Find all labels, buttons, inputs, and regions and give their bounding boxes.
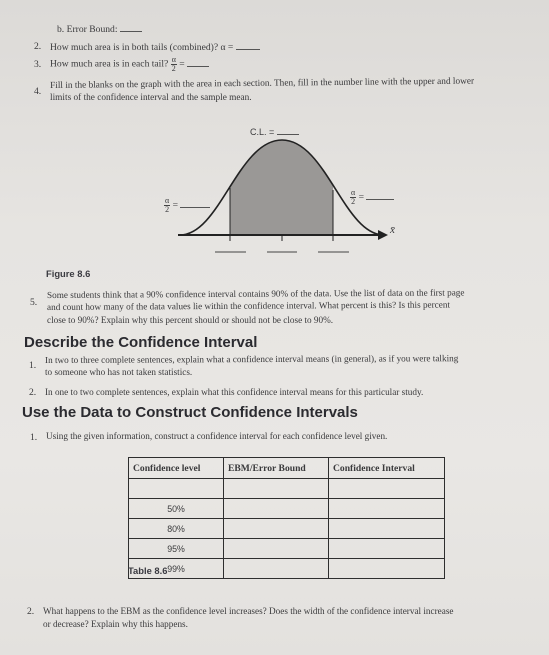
- s2-q1-number: 1.: [30, 432, 38, 443]
- table-row: [129, 559, 445, 579]
- q2-text: How much area is in both tails (combined)? α =: [50, 42, 234, 53]
- table-row: [129, 499, 445, 519]
- table-cell-interval[interactable]: [329, 559, 445, 579]
- frac-denominator: 2: [171, 64, 176, 73]
- q4-number: 4.: [34, 86, 42, 97]
- cl-label: C.L. =: [250, 127, 275, 137]
- frac-numerator: α: [171, 55, 176, 64]
- q5-number: 5.: [30, 297, 38, 308]
- right-tail-equals: =: [358, 191, 365, 203]
- tail-area-blank[interactable]: [187, 58, 209, 67]
- alpha-blank[interactable]: [236, 41, 260, 50]
- table-cell-ebm[interactable]: [224, 519, 329, 539]
- q2-text-line: [50, 41, 260, 54]
- s2-q2-number: 2.: [27, 606, 35, 617]
- item-b: [57, 23, 142, 36]
- q3-number: 3.: [34, 59, 42, 70]
- table-row: [129, 519, 445, 539]
- item-b-text: Error Bound:: [66, 24, 118, 35]
- xbar-label: x̄: [390, 224, 395, 236]
- error-bound-blank[interactable]: [120, 23, 142, 32]
- table-cell-level: 50%: [129, 499, 224, 519]
- left-tail-blank[interactable]: [180, 199, 210, 208]
- table-cell-ebm[interactable]: [224, 539, 329, 559]
- table-cell-interval[interactable]: [329, 519, 445, 539]
- table-row: [129, 479, 445, 499]
- q3-text-line: [50, 56, 209, 73]
- left-frac-top: α: [165, 196, 170, 205]
- s2-q1-line1: Using the given information, construct a confidence interval for each confidence level given.: [46, 431, 388, 441]
- table-caption: Table 8.6: [128, 565, 168, 576]
- q5-line1: Some students think that a 90% confidence interval contains 90% of the data. Use the list of data on the first page: [47, 287, 465, 300]
- table-row: [129, 539, 445, 559]
- s1-q1-line2: to someone who has not taken statistics.: [45, 367, 193, 377]
- left-tail-fraction: [164, 197, 170, 214]
- table-cell-ebm[interactable]: [224, 559, 329, 579]
- header-confidence-interval: Confidence Interval: [329, 458, 445, 479]
- right-frac-bot: 2: [351, 197, 356, 206]
- right-frac-top: α: [351, 188, 356, 197]
- q4-line1: Fill in the blanks on the graph with the area in each section. Then, fill in the number line with the upper and lower: [50, 76, 475, 91]
- q3-text: How much area is in each tail?: [50, 58, 169, 70]
- table-header-row: [129, 458, 445, 479]
- s1-q1-line1: In two to three complete sentences, explain what a confidence interval means (in general), as if you were talking: [45, 353, 459, 365]
- heading-use-data: Use the Data to Construct Confidence Intervals: [22, 404, 358, 421]
- header-ebm: EBM/Error Bound: [224, 458, 329, 479]
- table-cell-level: 99%: [129, 559, 224, 579]
- left-tail-equals: =: [172, 199, 179, 211]
- s1-q2-line1: In one to two complete sentences, explain what this confidence interval means for this particular study.: [45, 387, 424, 397]
- table-cell-ebm[interactable]: [224, 479, 329, 499]
- q2-number: 2.: [34, 41, 42, 52]
- right-tail-fraction: [350, 189, 356, 206]
- figure-caption: Figure 8.6: [46, 268, 91, 279]
- q3-equals: =: [179, 58, 185, 70]
- item-b-label: b.: [57, 24, 65, 35]
- left-frac-bot: 2: [165, 205, 170, 214]
- right-tail-blank[interactable]: [366, 191, 394, 200]
- table-cell-interval[interactable]: [329, 499, 445, 519]
- table-cell-level: 95%: [129, 539, 224, 559]
- table-cell-level: [129, 479, 224, 499]
- s2-q2-line2: or decrease? Explain why this happens.: [43, 619, 188, 629]
- left-tail-label: [164, 197, 210, 214]
- s1-q1-number: 1.: [29, 360, 37, 371]
- table-cell-interval[interactable]: [329, 539, 445, 559]
- confidence-interval-table: [128, 457, 445, 579]
- table-cell-ebm[interactable]: [224, 499, 329, 519]
- s1-q2-number: 2.: [29, 387, 37, 398]
- table-cell-interval[interactable]: [329, 479, 445, 499]
- alpha-over-2-fraction: [171, 56, 177, 73]
- q4-line2: limits of the confidence interval and the sample mean.: [50, 93, 252, 103]
- right-tail-label: [350, 189, 394, 206]
- cl-blank[interactable]: [277, 126, 299, 135]
- table-cell-level: 80%: [129, 519, 224, 539]
- header-confidence-level: Confidence level: [129, 458, 224, 479]
- confidence-level-label-line: [250, 126, 299, 138]
- number-line-arrow: [378, 230, 388, 240]
- q5-line2: and count how many of the data values lie within the confidence interval. What percent is this? Is this percent: [47, 299, 450, 312]
- heading-describe-ci: Describe the Confidence Interval: [24, 334, 258, 351]
- s2-q2-line1: What happens to the EBM as the confidence level increases? Does the width of the confidence interval increase: [43, 606, 454, 616]
- q5-line3: close to 90%? Explain why this percent should or should not be close to 90%.: [47, 315, 334, 325]
